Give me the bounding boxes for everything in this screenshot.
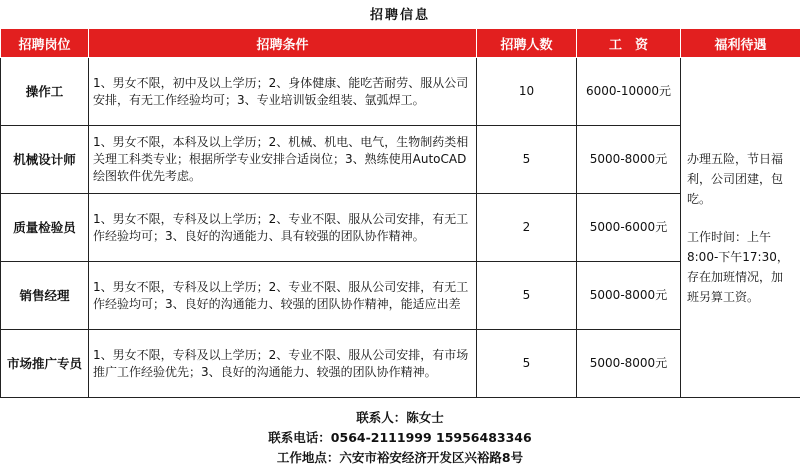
count-cell: 10	[477, 58, 577, 126]
salary-cell: 5000-8000元	[577, 262, 681, 330]
requirements-cell: 1、男女不限，初中及以上学历；2、身体健康、能吃苦耐劳、服从公司安排，有无工作经验均可；3、专业培训钣金组装、氩弧焊工。	[89, 58, 477, 126]
position-cell: 市场推广专员	[1, 330, 89, 398]
salary-cell: 5000-8000元	[577, 126, 681, 194]
benefits-cell	[681, 58, 800, 398]
page-title: 招聘信息	[369, 8, 430, 23]
salary-cell: 5000-8000元	[577, 330, 681, 398]
position-cell: 质量检验员	[1, 194, 89, 262]
benefits-welfare: 办理五险，节日福利，公司团建，包吃。	[687, 151, 784, 206]
work-address: 工作地点：六安市裕安经济开发区兴裕路8号	[276, 450, 524, 465]
header-position: 招聘岗位	[1, 29, 89, 58]
header-count: 招聘人数	[477, 29, 577, 58]
count-cell: 5	[477, 262, 577, 330]
header-requirements: 招聘条件	[89, 29, 477, 58]
position-cell: 操作工	[1, 58, 89, 126]
count-cell: 2	[477, 194, 577, 262]
table-row	[1, 262, 800, 330]
table-row	[1, 194, 800, 262]
salary-cell: 5000-6000元	[577, 194, 681, 262]
header-benefits: 福利待遇	[681, 29, 800, 58]
requirements-cell: 1、男女不限，专科及以上学历；2、专业不限、服从公司安排，有无工作经验均可；3、良好的沟通能力、较强的团队协作精神，能适应出差	[89, 262, 477, 330]
table-header-row	[1, 29, 800, 58]
contact-phone: 联系电话：0564-2111999 15956483346	[268, 430, 532, 445]
header-salary: 工 资	[577, 29, 681, 58]
position-cell: 销售经理	[1, 262, 89, 330]
table-row	[1, 58, 800, 126]
contact-person: 联系人：陈女士	[356, 410, 444, 425]
position-cell: 机械设计师	[1, 126, 89, 194]
salary-cell: 6000-10000元	[577, 58, 681, 126]
count-cell: 5	[477, 330, 577, 398]
requirements-cell: 1、男女不限，专科及以上学历；2、专业不限、服从公司安排，有无工作经验均可；3、良好的沟通能力、具有较强的团队协作精神。	[89, 194, 477, 262]
table-row	[1, 330, 800, 398]
benefits-hours: 工作时间：上午8:00-下午17:30，存在加班情况，加班另算工资。	[687, 229, 789, 304]
recruitment-table	[0, 28, 800, 398]
count-cell: 5	[477, 126, 577, 194]
table-row	[1, 126, 800, 194]
requirements-cell: 1、男女不限，专科及以上学历；2、专业不限、服从公司安排，有市场推广工作经验优先；3、良好的沟通能力、较强的团队协作精神。	[89, 330, 477, 398]
requirements-cell: 1、男女不限，本科及以上学历；2、机械、机电、电气，生物制药类相关理工科类专业；根据所学专业安排合适岗位；3、熟练使用AutoCAD绘图软件优先考虑。	[89, 126, 477, 194]
